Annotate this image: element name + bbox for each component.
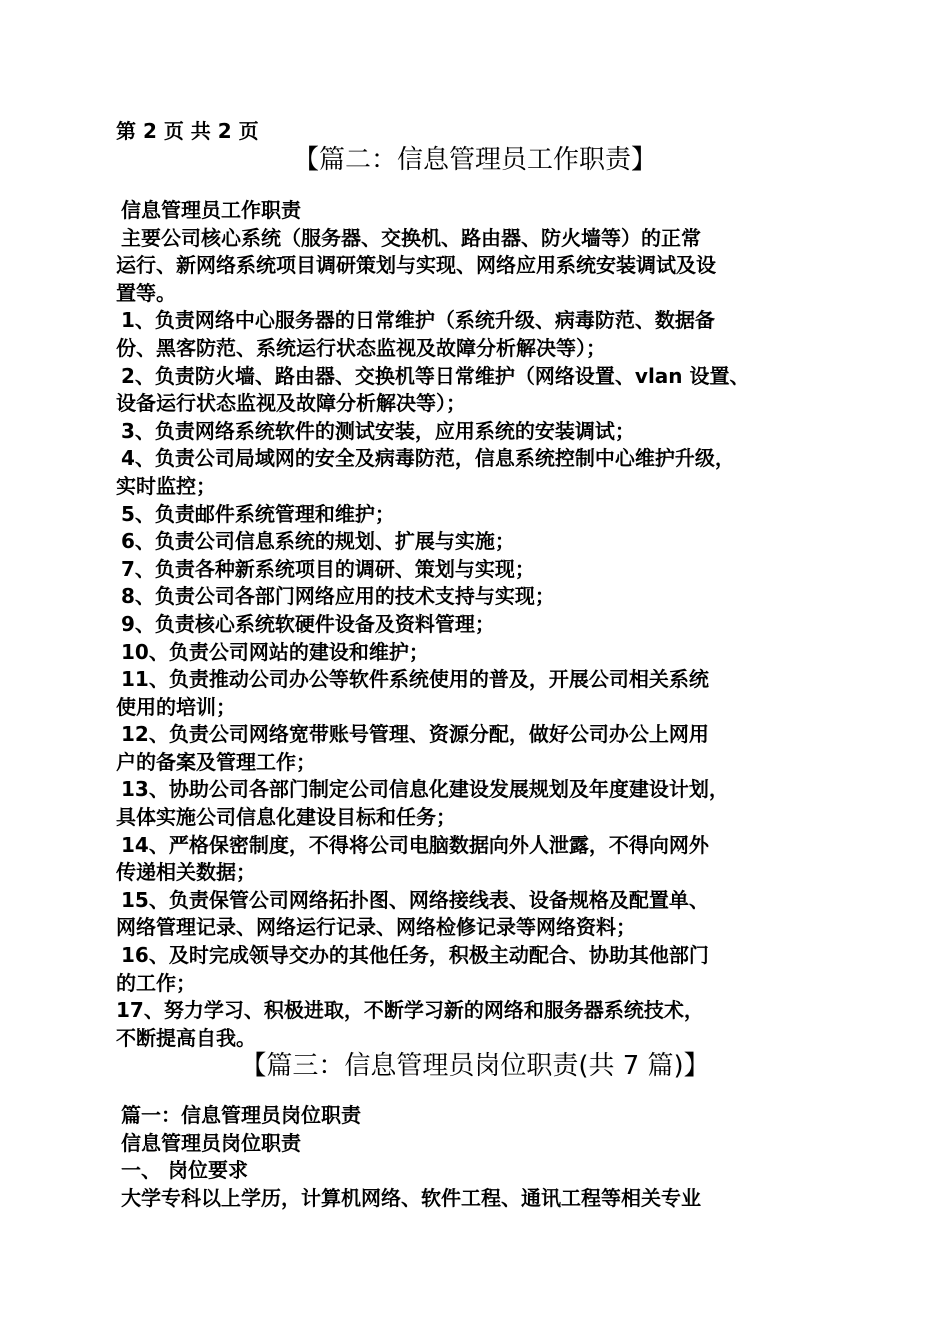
text-line: 2、负责防火墙、路由器、交换机等日常维护（网络设置、vlan 设置、 [121, 363, 750, 388]
text-line: 4、负责公司局域网的安全及病毒防范，信息系统控制中心维护升级， [121, 446, 735, 471]
section-2-body [116, 197, 846, 1052]
text-line: 不断提高自我。 [116, 1025, 256, 1050]
text-line: 大学专科以上学历，计算机网络、软件工程、通讯工程等相关专业 [121, 1185, 701, 1210]
text-line: 信息管理员工作职责 [121, 198, 301, 222]
text-line: 实时监控； [116, 473, 216, 498]
text-line: 7、负责各种新系统项目的调研、策划与实现； [121, 556, 535, 581]
text-line: 11、负责推动公司办公等软件系统使用的普及，开展公司相关系统 [121, 667, 709, 692]
text-line: 置等。 [116, 280, 176, 305]
text-line: 1、负责网络中心服务器的日常维护（系统升级、病毒防范、数据备 [121, 308, 715, 333]
text-line: 份、黑客防范、系统运行状态监视及故障分析解决等）； [116, 335, 606, 360]
text-line: 15、负责保管公司网络拓扑图、网络接线表、设备规格及配置单、 [121, 887, 709, 912]
text-line: 网络管理记录、网络运行记录、网络检修记录等网络资料； [116, 915, 636, 940]
text-line: 的工作； [116, 970, 196, 995]
page-number: 第 2 页 共 2 页 [116, 119, 259, 143]
text-line: 3、负责网络系统软件的测试安装，应用系统的安装调试； [121, 418, 635, 443]
text-line: 一、 岗位要求 [121, 1158, 248, 1183]
text-line: 5、负责邮件系统管理和维护； [121, 501, 395, 526]
text-line: 运行、新网络系统项目调研策划与实现、网络应用系统安装调试及设 [116, 253, 716, 278]
section-3-body [116, 1102, 846, 1212]
text-line: 14、严格保密制度，不得将公司电脑数据向外人泄露，不得向网外 [121, 832, 709, 857]
text-line: 9、负责核心系统软硬件设备及资料管理； [121, 611, 495, 636]
text-line: 6、负责公司信息系统的规划、扩展与实施； [121, 529, 515, 554]
text-line: 17、努力学习、积极进取，不断学习新的网络和服务器系统技术， [116, 998, 704, 1023]
text-line: 10、负责公司网站的建设和维护； [121, 639, 429, 664]
text-line: 户的备案及管理工作； [116, 749, 316, 774]
text-line: 篇一：信息管理员岗位职责 [121, 1103, 361, 1127]
text-line: 13、协助公司各部门制定公司信息化建设发展规划及年度建设计划， [121, 777, 729, 802]
text-line: 具体实施公司信息化建设目标和任务； [116, 805, 456, 830]
section-3-title: 【篇三：信息管理员岗位职责(共 7 篇)】 [240, 1051, 710, 1081]
text-line: 主要公司核心系统（服务器、交换机、路由器、防火墙等）的正常 [121, 225, 701, 250]
text-line: 设备运行状态监视及故障分析解决等）； [116, 391, 466, 416]
text-line: 12、负责公司网络宽带账号管理、资源分配，做好公司办公上网用 [121, 722, 709, 747]
text-line: 8、负责公司各部门网络应用的技术支持与实现； [121, 584, 555, 609]
section-2-title: 【篇二：信息管理员工作职责】 [292, 145, 657, 175]
text-line: 16、及时完成领导交办的其他任务，积极主动配合、协助其他部门 [121, 943, 709, 968]
text-line: 使用的培训； [116, 694, 236, 719]
text-line: 传递相关数据； [116, 860, 256, 885]
text-line: 信息管理员岗位职责 [121, 1130, 301, 1155]
